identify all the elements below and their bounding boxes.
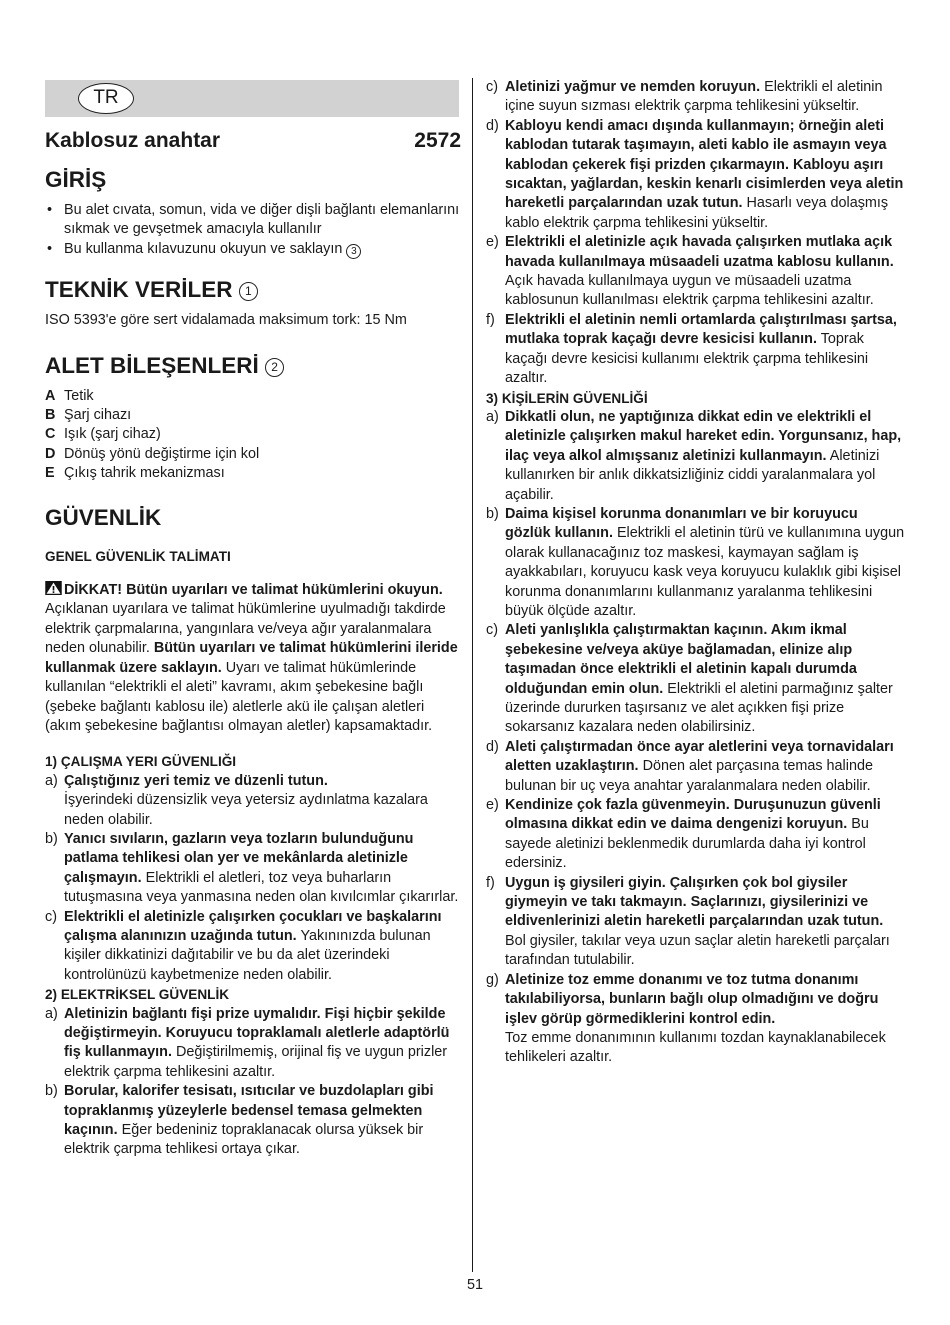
- electrical-heading: 2) ELEKTRİKSEL GÜVENLİK: [45, 987, 230, 1003]
- work-area-item: b) Yanıcı sıvıların, gazların veya tozların bulunduğunu patlama tehlikesi olan yer ve mekânlarda aletinizle çalışmayın. Elektrikli el aletleri, toz veya buharların tutuşmasına veya yanmasına neden olan kıvılcımlar çıkarırlar.: [45, 830, 459, 906]
- figure-ref-3: 3: [346, 244, 361, 259]
- tech-text: ISO 5393'e göre sert vidalamada maksimum tork: 15 Nm: [45, 312, 407, 329]
- intro-heading: GİRİŞ: [45, 167, 107, 192]
- personal-safety-item: g) Aletinize toz emme donanımı ve toz tutma donanımı takılabiliyorsa, bunların bağlı olup olmadığını ve doğru işlev görüp görmediklerini kontrol edin. Toz emme donanımının kullanımı tozdan kaynaklanabilecek tehlikeleri azaltır.: [486, 971, 886, 1066]
- work-area-heading: 1) ÇALIŞMA YERI GÜVENLIĞI: [45, 754, 237, 770]
- warning-icon: [45, 581, 62, 595]
- column-divider: [472, 78, 473, 1272]
- document-title: Kablosuz anahtar: [45, 129, 221, 152]
- personal-safety-item: a) Dikkatli olun, ne yaptığınıza dikkat edin ve elektrikli el aletinizle çalışırken makul hareket edin. Yorgunsanız, hap, ilaç veya alkol almışsanız aletinizi kullanmayın. Aletinizi kullanırken bir anlık dikkatsizliğiniz ciddi yaralanmalara yol açabilir.: [486, 408, 902, 503]
- electrical-item: c) Aletinizi yağmur ve nemden koruyun. Elektrikli el aletinin içine suyun sızması elektrik çarpma tehlikesini yükseltir.: [486, 79, 883, 115]
- intro-bullet: • Bu kullanma kılavuzunu okuyun ve saklayın 3: [45, 240, 461, 259]
- personal-safety-item: d) Aleti çalıştırmadan önce ayar aletlerini veya tornavidaları aletten uzaklaştırın. Dönen alet parçasına temas halinde bulunan bir uç veya anahtar yaralanmalara neden olabilir.: [486, 738, 894, 794]
- personal-safety-item: f) Uygun iş giysileri giyin. Çalışırken çok bol giysiler giymeyin ve takı takmayın. Saçlarınızı, giysilerinizi ve eldivenlerinizi aletin hareketli parçalarından uzak tutun. Bol giysiler, takılar veya uzun saçlar aletin hareketli parçaları tarafından tutulabilir.: [486, 874, 890, 969]
- electrical-item: f) Elektrikli el aletinin nemli ortamlarda çalıştırılması şartsa, mutlaka toprak kaçağı devre kesicisi kullanın. Toprak kaçağı devre kesicisi kullanımı elektrik çarpma tehlikesini azaltır.: [486, 311, 897, 387]
- component-item: B Şarj cihazı: [45, 407, 132, 424]
- work-area-item: a) Çalıştığınız yeri temiz ve düzenli tutun. İşyerindeki düzensizlik veya yetersiz aydınlatma kazalara neden olabilir.: [45, 772, 428, 828]
- personal-safety-heading: 3) KİŞİLERİN GÜVENLİĞİ: [486, 390, 648, 406]
- figure-ref-1: 1: [239, 282, 258, 301]
- general-safety-heading: GENEL GÜVENLİK TALİMATI: [45, 548, 231, 564]
- title-row: [45, 128, 461, 154]
- work-area-item: c) Elektrikli el aletinizle çalışırken çocukları ve başkalarını çalışma alanınızın uzağında tutun. Yakınınızda bulunan kişiler dikkatinizi dağıtabilir ve bu da alet üzerindeki kontrolünüzü kaybetmenize neden olabilir.: [45, 908, 442, 983]
- language-tag: TR: [78, 83, 134, 114]
- right-column: [486, 78, 906, 1068]
- left-column: [45, 128, 461, 1160]
- electrical-item: d) Kabloyu kendi amacı dışında kullanmayın; örneğin aleti kablodan tutarak taşımayın, aleti kablo ile asmayın veya kablodan çekerek fişi prizden çıkarmayın. Kabloyu aşırı sıcaktan, yağlardan, keskin kenarlı cisimlerden veya aletin hareketli parçalarından uzak tutun. Hasarlı veya dolaşmış kablo elektrik çarpma tehlikesini yükseltir.: [486, 117, 904, 231]
- components-list: [45, 387, 461, 484]
- personal-safety-item: c) Aleti yanlışlıkla çalıştırmaktan kaçının. Akım ikmal şebekesine ve/veya aküye bağlamadan, elinize alıp taşımadan önce elektrikli el aletinin kapalı durumda olduğundan emin olun. Elektrikli el aletini parmağınız şalter üzerinde dururken taşırsanız ve alet açıkken fişi prize sokarsanız kazalara neden olabilirsiniz.: [486, 622, 893, 736]
- language-bar: [45, 80, 459, 117]
- warning-paragraph: DİKKAT! Bütün uyarıları ve talimat hükümlerini okuyun. Açıklanan uyarılara ve talimat hükümlerine uyulmadığı takdirde elektrik çarpmalarına, yangınlara ve/veya ağır yaralanmalara neden olunabilir. Bütün uyarıları ve talimat hükümlerini ileride kullanmak üzere saklayın. Uyarı ve talimat hükümlerinde kullanılan “elektrikli el aleti” kavramı, akım şebekesine bağlı (şebeke bağlantı kablosu ile) aletlerle akü ile çalışan aletleri (akım şebekesine bağlantısı olmayan aletler) kapsamaktadır.: [45, 582, 458, 734]
- figure-ref-2: 2: [265, 358, 284, 377]
- safety-heading: GÜVENLİK: [45, 504, 162, 530]
- component-item: E Çıkış tahrik mekanizması: [45, 465, 225, 482]
- component-item: C Işık (şarj cihaz): [45, 426, 161, 443]
- personal-safety-item: b) Daima kişisel korunma donanımları ve bir koruyucu gözlük kullanın. Elektrikli el aletinin türü ve kullanımına uygun olarak kullanacağınız toz maskesi, kaymayan sağlam iş ayakkabıları, koruyucu kask veya koruyucu kulaklık gibi kişisel korunma donanımlarını kullanmanız yaralanma tehlikesini büyük ölçüde azaltır.: [486, 505, 905, 619]
- component-item: A Tetik: [45, 387, 94, 404]
- personal-safety-item: e) Kendinize çok fazla güvenmeyin. Duruşunuzun güvenli olmasına dikkat edin ve daima dengenizi koruyun. Bu sayede aletinizi beklenmedik durumlarda daha iyi kontrol edersiniz.: [486, 797, 881, 872]
- components-heading: ALET BİLEŞENLERİ 2: [45, 352, 461, 380]
- model-number: 2572: [414, 129, 461, 152]
- intro-bullet: • Bu alet cıvata, somun, vida ve diğer dişli bağlantı elemanlarını sıkmak ve gevşetmek amacıyla kullanılır: [45, 201, 461, 240]
- electrical-item: b) Borular, kalorifer tesisatı, ısıtıcılar ve buzdolapları gibi topraklanmış yüzeylerle bedensel temasa gelmekten kaçının. Eğer bedeniniz topraklanacak olursa yüksek bir elektrik çarpma tehlikesi ortaya çıkar.: [45, 1083, 434, 1158]
- electrical-item: e) Elektrikli el aletinizle açık havada çalışırken mutlaka açık havada kullanılmaya müsaadeli uzatma kablosu kullanın. Açık havada kullanılmaya uygun ve müsaadeli uzatma kablosunun kullanılması elektrik çarpma tehlikesini azaltır.: [486, 234, 894, 309]
- page-number: 51: [466, 1277, 483, 1293]
- tech-heading: TEKNİK VERİLER 1: [45, 276, 461, 304]
- intro-list: [45, 201, 461, 259]
- electrical-item: a) Aletinizin bağlantı fişi prize uymalıdır. Fişi hiçbir şekilde değiştirmeyin. Koruyucu topraklamalı aletlerle adaptörlü fiş kullanmayın. Değiştirilmemiş, orijinal fiş ve uygun prizler elektrik çarpma tehlikesini azaltır.: [45, 1005, 450, 1080]
- component-item: D Dönüş yönü değiştirme için kol: [45, 445, 260, 462]
